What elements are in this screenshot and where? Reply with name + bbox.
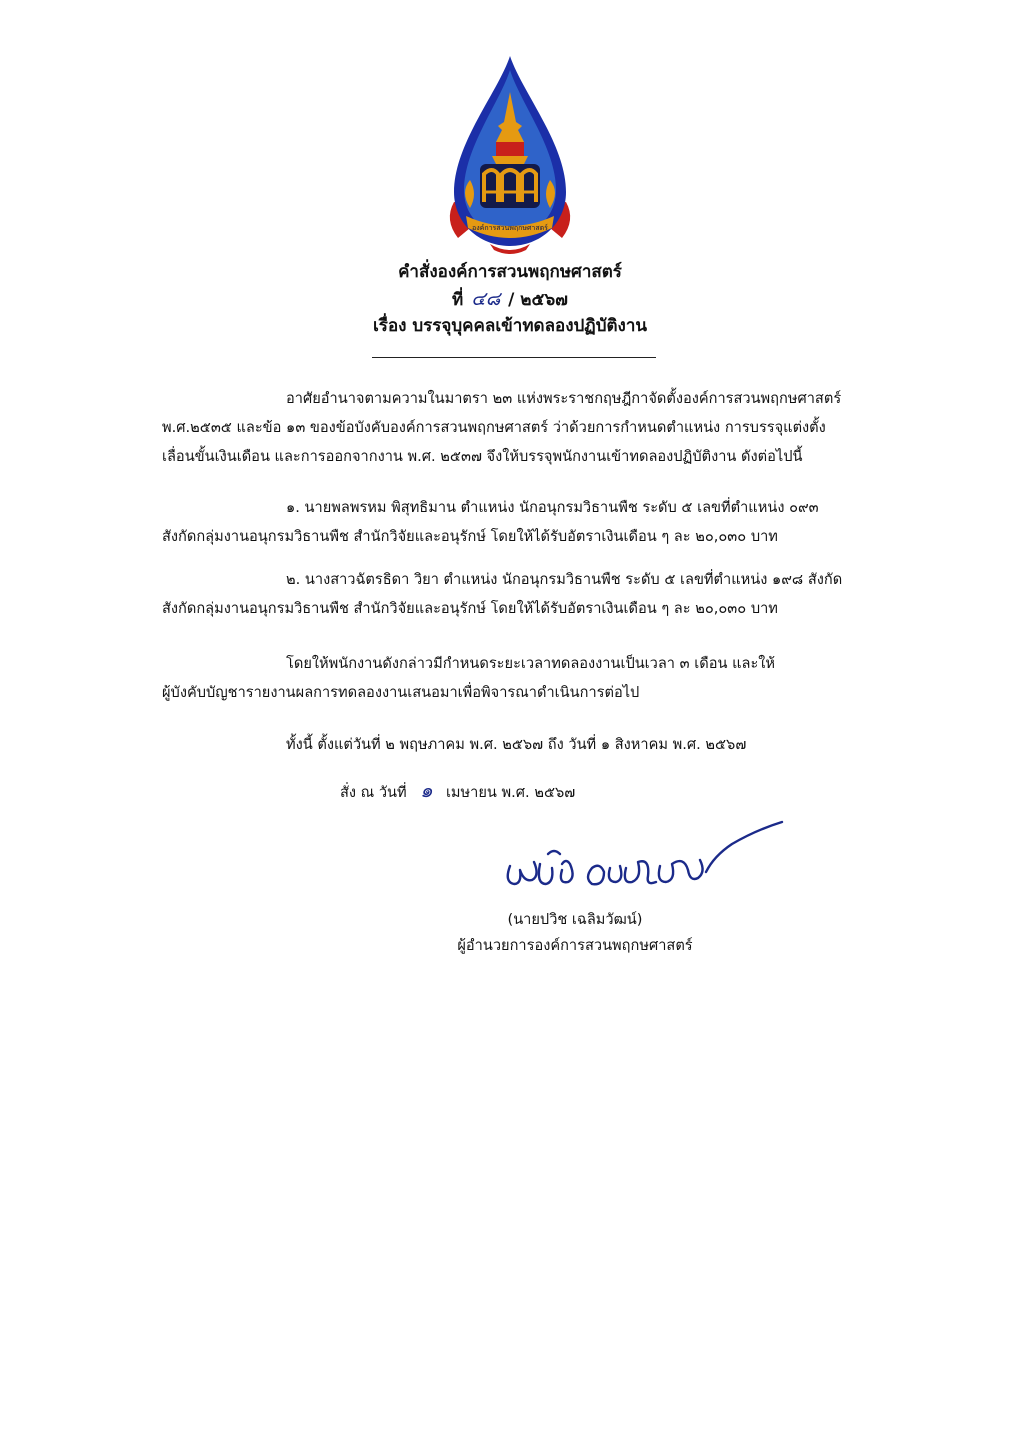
paragraph-effective-period [162,730,914,759]
order-date [340,774,575,806]
order-date-prefix: สั่ง ณ วันที่ [340,784,407,801]
paragraph-authority [162,384,914,471]
paragraph-line: พ.ศ.๒๕๓๕ และข้อ ๑๓ ของข้อบังคับองค์การสวนพฤกษศาสตร์ ว่าด้วยการกำหนดตำแหน่ง การบรรจุแต่งตั้ง [162,419,826,436]
subject-label: เรื่อง [373,316,407,336]
paragraph-line: อาศัยอำนาจตามความในมาตรา ๒๓ แห่งพระราชกฤษฎีกาจัดตั้งองค์การสวนพฤกษศาสตร์ [286,390,842,407]
order-number-prefix: ที่ [452,290,464,310]
handwritten-signature [500,818,790,898]
paragraph-line: ๑. นายพลพรหม พิสุทธิมาน ตำแหน่ง นักอนุกรมวิธานพืช ระดับ ๕ เลขที่ตำแหน่ง ๐๙๓ [286,499,819,516]
logo-text: องค์การสวนพฤกษศาสตร์ [472,224,548,232]
paragraph-line: โดยให้พนักงานดังกล่าวมีกำหนดระยะเวลาทดลองงานเป็นเวลา ๓ เดือน และให้ [286,655,776,672]
paragraph-line: สังกัดกลุ่มงานอนุกรมวิธานพืช สำนักวิจัยและอนุรักษ์ โดยให้ได้รับอัตราเงินเดือน ๆ ละ ๒๐,๐๓๐ บาท [162,528,778,545]
paragraph-line: ๒. นางสาวฉัตรธิดา วิยา ตำแหน่ง นักอนุกรมวิธานพืช ระดับ ๕ เลขที่ตำแหน่ง ๑๙๘ สังกัด [286,571,843,588]
order-date-day-handwritten: ๑ [419,778,433,802]
organization-logo [440,52,580,257]
paragraph-line: เลื่อนขั้นเงินเดือน และการออกจากงาน พ.ศ. ๒๕๓๗ จึงให้บรรจุพนักงานเข้าทดลองปฏิบัติงาน ดังต่อไปนี้ [162,448,803,465]
paragraph-appointee-1 [162,493,914,551]
subject-text: บรรจุบุคคลเข้าทดลองปฏิบัติงาน [412,316,647,336]
paragraph-line: สังกัดกลุ่มงานอนุกรมวิธานพืช สำนักวิจัยและอนุรักษ์ โดยให้ได้รับอัตราเงินเดือน ๆ ละ ๒๐,๐๓๐ บาท [162,600,778,617]
order-number [300,284,720,314]
paragraph-probation [162,649,914,707]
order-subject [300,312,720,339]
order-number-handwritten: ๔๘ [471,288,501,310]
order-date-suffix: เมษายน พ.ศ. ๒๕๖๗ [445,784,576,801]
paragraph-line: ผู้บังคับบัญชารายงานผลการทดลองงานเสนอมาเพื่อพิจารณาดำเนินการต่อไป [162,684,640,701]
header-divider [372,357,656,358]
signer-title: ผู้อำนวยการองค์การสวนพฤกษศาสตร์ [457,937,693,954]
signer-name: (นายปวิช เฉลิมวัฒน์) [507,911,643,928]
order-title: คำสั่งองค์การสวนพฤกษศาสตร์ [398,262,622,282]
paragraph-appointee-2 [162,565,914,623]
order-number-year: / ๒๕๖๗ [508,290,568,310]
paragraph-line: ทั้งนี้ ตั้งแต่วันที่ ๒ พฤษภาคม พ.ศ. ๒๕๖๗ ถึง วันที่ ๑ สิงหาคม พ.ศ. ๒๕๖๗ [286,736,747,753]
